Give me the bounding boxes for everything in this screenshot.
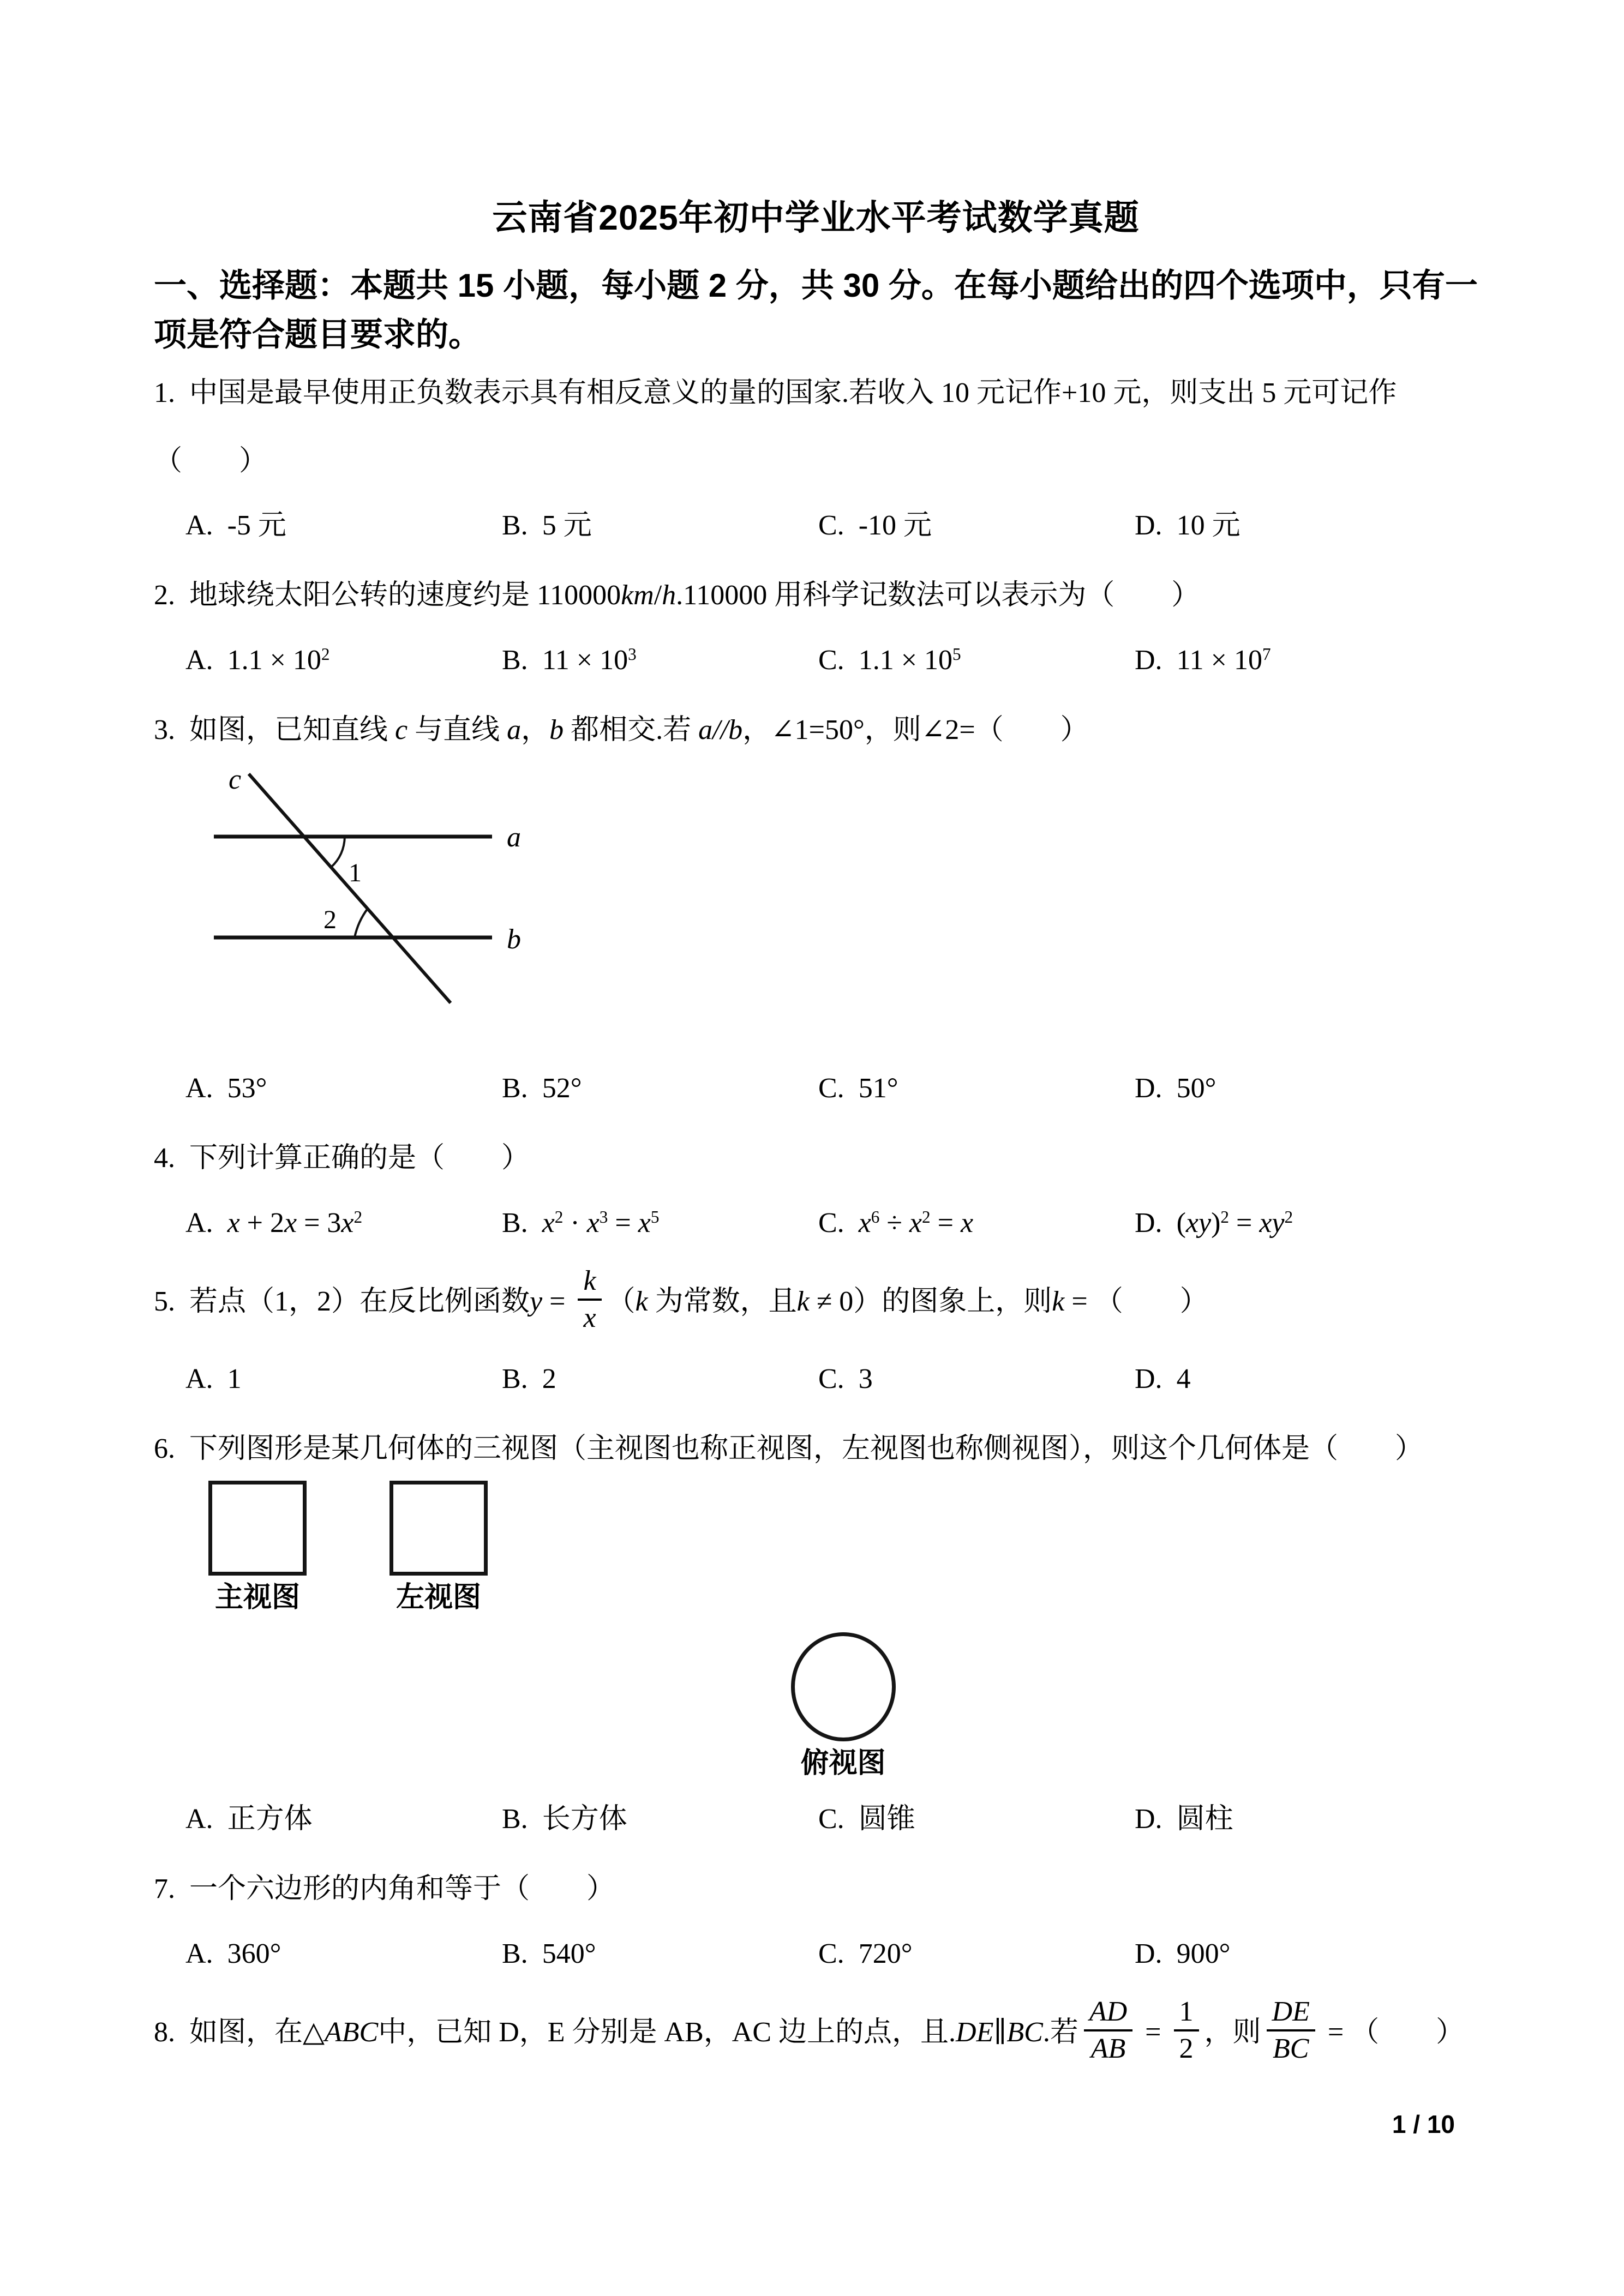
option-label: C. xyxy=(818,644,844,676)
text-run: ≠ 0）的图象上，则 xyxy=(809,1285,1052,1317)
math-italic-text: b xyxy=(728,714,743,746)
fraction-numerator: 1 xyxy=(1174,1996,1199,2031)
question-8 xyxy=(154,1996,1478,2070)
math-italic-text: x xyxy=(542,1207,555,1239)
option-b xyxy=(502,1355,818,1403)
text-run: = （ ） xyxy=(1064,1285,1208,1317)
front-view-rect xyxy=(208,1481,307,1576)
option-content xyxy=(542,1073,582,1104)
option-content xyxy=(1177,1804,1233,1835)
option-label: A. xyxy=(185,509,213,541)
option-b xyxy=(502,1930,818,1978)
option-label: C. xyxy=(818,509,844,541)
option-d xyxy=(1135,502,1241,550)
option-label: C. xyxy=(818,1363,844,1395)
option-b xyxy=(502,1065,818,1113)
option-content xyxy=(227,1938,281,1969)
option-content xyxy=(542,1363,556,1395)
option-content xyxy=(1177,510,1241,541)
math-italic-text: k xyxy=(1052,1285,1065,1317)
option-label: C. xyxy=(818,1803,844,1835)
text-run: 540° xyxy=(542,1938,596,1969)
text-run: = xyxy=(1229,1207,1260,1239)
superscript: 2 xyxy=(554,1207,564,1227)
fraction xyxy=(578,1265,601,1335)
option-content xyxy=(859,645,961,676)
math-italic-text: // xyxy=(712,714,729,746)
option-content xyxy=(542,1207,660,1239)
question-4 xyxy=(154,1134,1478,1247)
text-run: （ ） xyxy=(154,445,268,477)
math-italic-text: b xyxy=(549,714,564,746)
front-view-label: 主视图 xyxy=(214,1582,300,1614)
side-view-block xyxy=(389,1481,488,1613)
option-c xyxy=(818,636,1135,684)
math-italic-text: BC xyxy=(1006,2016,1043,2048)
fraction xyxy=(1174,1996,1199,2065)
option-label: B. xyxy=(502,1363,528,1395)
fraction-numerator: k xyxy=(578,1265,601,1301)
text-run: 圆锥 xyxy=(858,1803,915,1835)
fraction-denominator: 2 xyxy=(1179,2033,1194,2064)
text-run: · xyxy=(563,1207,587,1239)
option-label: A. xyxy=(185,1803,213,1835)
text-run: 圆柱 xyxy=(1176,1803,1233,1835)
option-content xyxy=(227,510,286,541)
option-label: B. xyxy=(502,644,528,676)
question-text xyxy=(189,1433,1423,1464)
front-view-block xyxy=(208,1481,307,1613)
question-text xyxy=(189,714,1089,746)
option-label: D. xyxy=(1135,1363,1162,1395)
question-body xyxy=(154,1996,1478,2070)
text-run: = xyxy=(608,1207,638,1239)
section-header: 一、选择题：本题共 15 小题，每小题 2 分，共 30 分。在每小题给出的四个选项中，只有一项是符合题目要求的。 xyxy=(154,267,1478,353)
option-content xyxy=(859,1804,915,1835)
text-run: -10 元 xyxy=(858,509,932,541)
three-views-figure xyxy=(208,1481,1478,1778)
math-italic-text: ABC xyxy=(325,2016,379,2048)
angle-2-label: 2 xyxy=(323,905,337,934)
option-a xyxy=(185,1065,502,1113)
question-body xyxy=(154,1425,1478,1473)
option-a xyxy=(185,1795,502,1843)
option-a xyxy=(185,1199,502,1247)
option-content xyxy=(227,1804,313,1835)
question-text xyxy=(189,1143,530,1174)
option-content xyxy=(227,1073,267,1104)
text-run: 900° xyxy=(1176,1938,1231,1969)
text-run: / xyxy=(654,580,662,611)
text-run: 都相交.若 xyxy=(564,714,699,746)
text-run: 4 xyxy=(1176,1363,1191,1395)
text-run: 51° xyxy=(858,1072,898,1104)
option-content xyxy=(542,510,592,541)
option-c xyxy=(818,502,1135,550)
option-label: D. xyxy=(1135,1207,1162,1239)
superscript: 2 xyxy=(922,1207,931,1227)
math-italic-text: h xyxy=(662,580,676,611)
superscript: 2 xyxy=(1220,1207,1229,1227)
question-number: 4. xyxy=(154,1143,175,1174)
text-run: ( xyxy=(1176,1207,1186,1239)
text-run: 中，已知 D，E 分别是 AB，AC 边上的点，且. xyxy=(378,2016,956,2048)
option-d xyxy=(1135,1065,1216,1113)
question-text xyxy=(189,1265,1208,1333)
options-row xyxy=(185,1795,1478,1843)
question-body xyxy=(154,1865,1478,1913)
math-italic-text: km xyxy=(621,580,654,611)
figure-wrap xyxy=(206,760,1478,1048)
option-content xyxy=(859,1073,898,1104)
option-label: D. xyxy=(1135,1803,1162,1835)
option-content xyxy=(1177,1363,1191,1395)
option-a xyxy=(185,502,502,550)
option-content xyxy=(1177,645,1271,676)
text-run: = xyxy=(542,1285,573,1317)
text-run: 53° xyxy=(227,1072,267,1104)
text-run: 为常数，且 xyxy=(648,1285,797,1317)
option-label: C. xyxy=(818,1207,844,1239)
option-d xyxy=(1135,1199,1293,1247)
math-italic-text: x xyxy=(909,1207,922,1239)
text-run: 2 xyxy=(542,1363,556,1395)
option-c xyxy=(818,1930,1135,1978)
fraction-denominator: x xyxy=(583,1302,596,1333)
text-run: 一个六边形的内角和等于（ ） xyxy=(189,1873,615,1905)
question-body xyxy=(154,369,1478,485)
option-d xyxy=(1135,1795,1233,1843)
option-content xyxy=(542,1804,627,1835)
page-title: 云南省2025年初中学业水平考试数学真题 xyxy=(492,198,1140,237)
text-run: ，则 xyxy=(1204,2016,1261,2048)
option-content xyxy=(859,510,932,541)
question-text xyxy=(154,377,1478,476)
option-label: C. xyxy=(818,1072,844,1104)
question-body xyxy=(154,572,1478,620)
option-label: B. xyxy=(502,1938,528,1969)
math-italic-text: k xyxy=(796,1285,810,1317)
option-c xyxy=(818,1199,1135,1247)
options-row xyxy=(185,1930,1478,1978)
option-content xyxy=(859,1938,913,1969)
superscript: 7 xyxy=(1262,644,1271,664)
superscript: 6 xyxy=(871,1207,880,1227)
text-run: .110000 用科学记数法可以表示为（ ） xyxy=(676,580,1200,611)
text-run: .若 xyxy=(1042,2016,1078,2048)
question-number: 1. xyxy=(154,377,175,409)
parallel-lines-figure xyxy=(206,760,544,1033)
front-side-views-row xyxy=(208,1481,1478,1613)
question-body xyxy=(154,1265,1478,1339)
side-view-rect xyxy=(389,1481,488,1576)
question-body xyxy=(154,1134,1478,1182)
option-label: A. xyxy=(185,644,213,676)
option-label: C. xyxy=(818,1938,844,1969)
fraction-denominator: BC xyxy=(1272,2033,1309,2064)
transversal-line-c xyxy=(249,774,451,1003)
text-run: ∥ xyxy=(993,2016,1007,2048)
question-7 xyxy=(154,1865,1478,1978)
option-label: D. xyxy=(1135,644,1162,676)
option-b xyxy=(502,1795,818,1843)
math-italic-text: k xyxy=(635,1285,648,1317)
option-c xyxy=(818,1795,1135,1843)
option-content xyxy=(542,1938,596,1969)
text-run: 正方体 xyxy=(227,1803,313,1835)
text-run: 下列图形是某几何体的三视图（主视图也称正视图，左视图也称侧视图），则这个几何体是（ ） xyxy=(189,1433,1424,1465)
text-run: 下列计算正确的是（ ） xyxy=(189,1143,530,1174)
question-text xyxy=(189,580,1200,611)
option-content xyxy=(1177,1938,1231,1969)
question-1 xyxy=(154,369,1478,550)
math-italic-text: xy xyxy=(1185,1207,1212,1239)
text-run: 如图，已知直线 xyxy=(189,714,395,746)
option-d xyxy=(1135,1930,1230,1978)
question-text xyxy=(189,1996,1465,2064)
text-run: 如图，在△ xyxy=(189,2016,325,2048)
option-d xyxy=(1135,1355,1191,1403)
text-run: = xyxy=(930,1207,961,1239)
math-italic-text: x xyxy=(341,1207,354,1239)
question-number: 2. xyxy=(154,580,175,611)
option-b xyxy=(502,1199,818,1247)
option-label: A. xyxy=(185,1363,213,1395)
option-label: A. xyxy=(185,1072,213,1104)
options-row xyxy=(185,1355,1478,1403)
angle-2-arc xyxy=(355,909,368,937)
option-content xyxy=(859,1207,973,1239)
option-label: D. xyxy=(1135,1938,1162,1969)
text-run: 11 × 10 xyxy=(542,644,628,676)
text-run: 50° xyxy=(1176,1072,1216,1104)
math-italic-text: x xyxy=(638,1207,651,1239)
options-row xyxy=(185,1199,1478,1247)
label-a: a xyxy=(507,821,521,853)
math-italic-text: x xyxy=(586,1207,600,1239)
question-number: 6. xyxy=(154,1433,175,1465)
math-italic-text: x xyxy=(284,1207,297,1239)
text-run: 52° xyxy=(542,1072,582,1104)
fraction-numerator: DE xyxy=(1267,1996,1315,2031)
superscript: 3 xyxy=(599,1207,608,1227)
math-italic-text: c xyxy=(395,714,408,746)
option-d xyxy=(1135,636,1271,684)
option-content xyxy=(859,1363,873,1395)
option-label: A. xyxy=(185,1207,213,1239)
top-view-label: 俯视图 xyxy=(800,1747,886,1779)
math-italic-text: x xyxy=(960,1207,974,1239)
option-label: B. xyxy=(502,1072,528,1104)
question-text xyxy=(189,1873,615,1904)
text-run: ) xyxy=(1211,1207,1221,1239)
text-run: 10 元 xyxy=(1176,509,1241,541)
math-italic-text: y xyxy=(530,1285,543,1317)
option-a xyxy=(185,1930,502,1978)
math-italic-text: xy xyxy=(1259,1207,1285,1239)
math-italic-text: x xyxy=(227,1207,240,1239)
top-view-circle xyxy=(791,1632,896,1741)
question-number: 8. xyxy=(154,2016,175,2048)
option-a xyxy=(185,1355,502,1403)
text-run: -5 元 xyxy=(227,509,286,541)
option-content xyxy=(1177,1207,1293,1239)
text-run: = 3 xyxy=(297,1207,341,1239)
question-2 xyxy=(154,572,1478,684)
option-content xyxy=(227,645,330,676)
option-content xyxy=(542,645,637,676)
top-view-block xyxy=(208,1632,1478,1779)
line-gap xyxy=(154,418,1478,437)
option-content xyxy=(1177,1073,1216,1104)
superscript: 3 xyxy=(628,644,637,664)
superscript: 2 xyxy=(1284,1207,1293,1227)
text-run: 360° xyxy=(227,1938,281,1969)
text-run: ， xyxy=(521,714,550,746)
text-run: 1.1 × 10 xyxy=(227,644,321,676)
question-6 xyxy=(154,1425,1478,1843)
text-run: 5 元 xyxy=(542,509,592,541)
options-row xyxy=(185,502,1478,550)
side-view-label: 左视图 xyxy=(395,1582,481,1614)
option-b xyxy=(502,636,818,684)
option-b xyxy=(502,502,818,550)
question-number: 5. xyxy=(154,1285,175,1317)
option-content xyxy=(227,1207,363,1239)
angle-1-label: 1 xyxy=(349,858,362,887)
text-run: ÷ xyxy=(879,1207,909,1239)
question-body xyxy=(154,706,1478,754)
text-run: + 2 xyxy=(239,1207,284,1239)
option-content xyxy=(227,1363,242,1395)
question-3 xyxy=(154,706,1478,1113)
fraction xyxy=(1084,1996,1132,2065)
text-run: ，∠1=50°，则∠2=（ ） xyxy=(742,714,1089,746)
option-label: D. xyxy=(1135,509,1162,541)
option-label: B. xyxy=(502,1207,528,1239)
question-number: 7. xyxy=(154,1873,175,1905)
option-label: D. xyxy=(1135,1072,1162,1104)
text-run: 1.1 × 10 xyxy=(858,644,953,676)
label-b: b xyxy=(507,923,521,955)
options-row xyxy=(185,1065,1478,1113)
superscript: 2 xyxy=(321,644,330,664)
math-italic-text: DE xyxy=(956,2016,994,2048)
text-run: 若点（1，2）在反比例函数 xyxy=(189,1285,530,1317)
label-c: c xyxy=(229,764,242,795)
text-run: 11 × 10 xyxy=(1176,644,1262,676)
math-italic-text: a xyxy=(698,714,713,746)
fraction xyxy=(1267,1996,1315,2065)
fraction-numerator: AD xyxy=(1084,1996,1132,2031)
options-row xyxy=(185,636,1478,684)
option-label: B. xyxy=(502,1803,528,1835)
option-a xyxy=(185,636,502,684)
question-number: 3. xyxy=(154,714,175,746)
text-run: 3 xyxy=(858,1363,873,1395)
text-run: = xyxy=(1138,2016,1168,2048)
text-run: 长方体 xyxy=(542,1803,627,1835)
text-run: 中国是最早使用正负数表示具有相反意义的量的国家.若收入 10 元记作+10 元，则支出 5 元可记作 xyxy=(189,377,1397,409)
option-label: A. xyxy=(185,1938,213,1969)
text-run: 地球绕太阳公转的速度约是 110000 xyxy=(189,580,621,611)
page-number: 1 / 10 xyxy=(1392,2110,1455,2138)
option-c xyxy=(818,1355,1135,1403)
text-run: 与直线 xyxy=(408,714,507,746)
superscript: 5 xyxy=(952,644,961,664)
text-run: （ xyxy=(607,1285,636,1317)
text-run: 720° xyxy=(858,1938,913,1969)
angle-1-arc xyxy=(331,837,345,867)
superscript: 5 xyxy=(650,1207,660,1227)
text-run: 1 xyxy=(227,1363,242,1395)
option-label: B. xyxy=(502,509,528,541)
question-5 xyxy=(154,1265,1478,1403)
text-run: = （ ） xyxy=(1320,2016,1465,2048)
fraction-denominator: AB xyxy=(1090,2033,1126,2064)
math-italic-text: a xyxy=(507,714,522,746)
math-italic-text: x xyxy=(858,1207,871,1239)
superscript: 2 xyxy=(353,1207,363,1227)
option-c xyxy=(818,1065,1135,1113)
